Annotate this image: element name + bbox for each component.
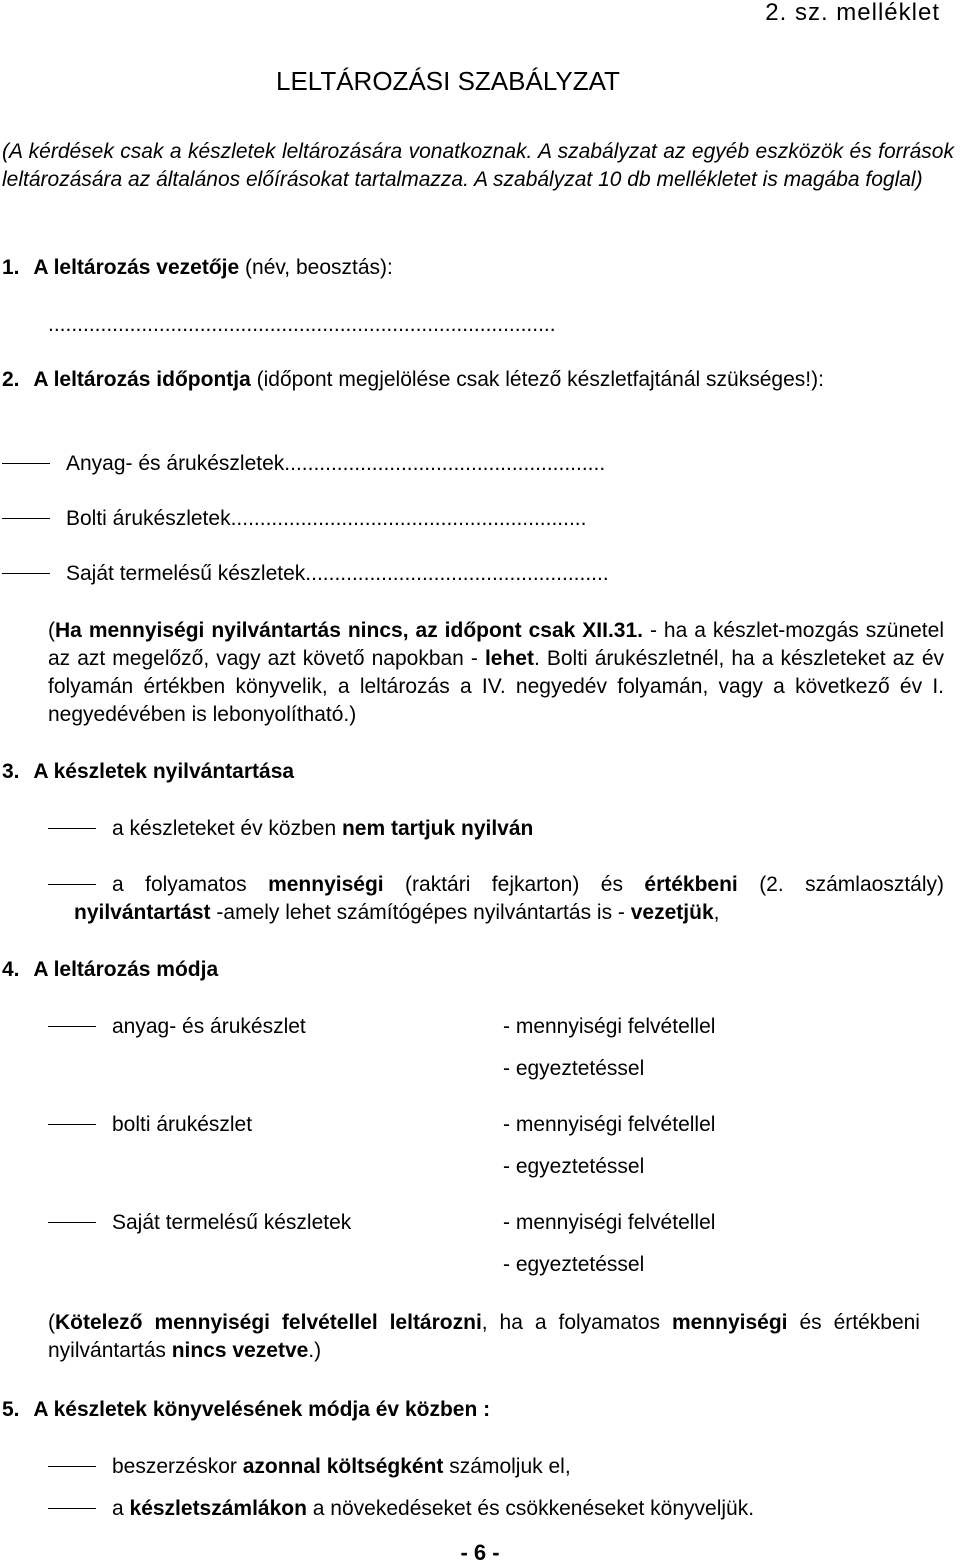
- list-item: a készleteket év közben nem tartjuk nyilván: [48, 815, 533, 843]
- dash-bullet: [2, 463, 50, 464]
- section-2-number: 2.: [2, 368, 20, 391]
- dash-bullet: [48, 1026, 96, 1027]
- section-4-heading: [2, 956, 218, 984]
- intro-paragraph: (A kérdések csak a készletek leltározására vonatkoznak. A szabályzat az egyéb eszközök és források leltározására az általános előírásokat tartalmazza. A szabályzat 10 db mellékletet is magába foglal): [2, 140, 954, 191]
- method-row-label: Saját termelésű készletek: [48, 1209, 351, 1237]
- dash-bullet: [48, 884, 96, 885]
- method-option: - mennyiségi felvétellel: [503, 1211, 716, 1234]
- page-number: - 6 -: [460, 1540, 500, 1565]
- section-5-heading: [2, 1396, 490, 1424]
- method-option: - mennyiségi felvétellel: [503, 1113, 716, 1136]
- section-4-number: 4.: [2, 958, 20, 981]
- section-5-number: 5.: [2, 1398, 20, 1421]
- section-1-note: (név, beosztás):: [245, 256, 393, 279]
- method-option: - egyeztetéssel: [503, 1057, 645, 1080]
- dash-bullet: [48, 1222, 96, 1223]
- section-1-blank-line: .......................................................................................: [48, 313, 556, 336]
- section-3-title: A készletek nyilvántartása: [33, 760, 295, 783]
- dash-bullet: [48, 1508, 96, 1509]
- dash-bullet: [48, 828, 96, 829]
- list-item: Anyag- és árukészletek.......................................................: [2, 450, 605, 478]
- method-option: - mennyiségi felvétellel: [503, 1015, 716, 1038]
- section-5-title: A készletek könyvelésének módja év közben :: [33, 1398, 491, 1421]
- method-option: - egyeztetéssel: [503, 1253, 645, 1276]
- dash-bullet: [2, 518, 50, 519]
- section-2-title: A leltározás időpontja: [33, 368, 251, 391]
- section-3-number: 3.: [2, 760, 20, 783]
- list-item: beszerzéskor azonnal költségként számoljuk el,: [48, 1453, 571, 1481]
- section-1-heading: [2, 254, 393, 282]
- dash-bullet: [48, 1466, 96, 1467]
- section-2-heading: [2, 366, 944, 394]
- method-row-label: anyag- és árukészlet: [48, 1013, 306, 1041]
- dash-bullet: [2, 573, 50, 574]
- section-2-note: (időpont megjelölése csak létező készletfajtánál szükséges!):: [256, 368, 824, 391]
- dash-bullet: [48, 1124, 96, 1125]
- section-4-title: A leltározás módja: [33, 958, 219, 981]
- list-item: a folyamatos mennyiségi (raktári fejkarton) és értékbeni (2. számlaosztály) nyilvántartást -amely lehet számítógépes nyilvántartás is - vezetjük,: [48, 871, 944, 927]
- section-1-number: 1.: [2, 256, 20, 279]
- list-item: Bolti árukészletek.............................................................: [2, 505, 586, 533]
- list-item: a készletszámlákon a növekedéseket és csökkenéseket könyveljük.: [48, 1495, 754, 1523]
- section-2-remark: (Ha mennyiségi nyilvántartás nincs, az időpont csak XII.31. - ha a készlet-mozgás szünetel az azt megelőző, vagy azt követő napokban - lehet. Bolti árukészletnél, ha a készleteket az év folyamán értékben könyvelik, a leltározás a IV. negyedév folyamán, vagy a következő év I. negyedévében is lebonyolítható.): [48, 619, 944, 726]
- document-title: LELTÁROZÁSI SZABÁLYZAT: [276, 66, 620, 96]
- annex-label: 2. sz. melléklet: [765, 0, 940, 26]
- section-3-heading: [2, 758, 294, 786]
- list-item: Saját termelésű készletek....................................................: [2, 560, 609, 588]
- method-row-label: bolti árukészlet: [48, 1111, 252, 1139]
- section-1-title: A leltározás vezetője: [33, 256, 240, 279]
- method-option: - egyeztetéssel: [503, 1155, 645, 1178]
- section-4-remark: (Kötelező mennyiségi felvétellel leltározni, ha a folyamatos mennyiségi és értékbeni nyilvántartás nincs vezetve.): [48, 1311, 920, 1362]
